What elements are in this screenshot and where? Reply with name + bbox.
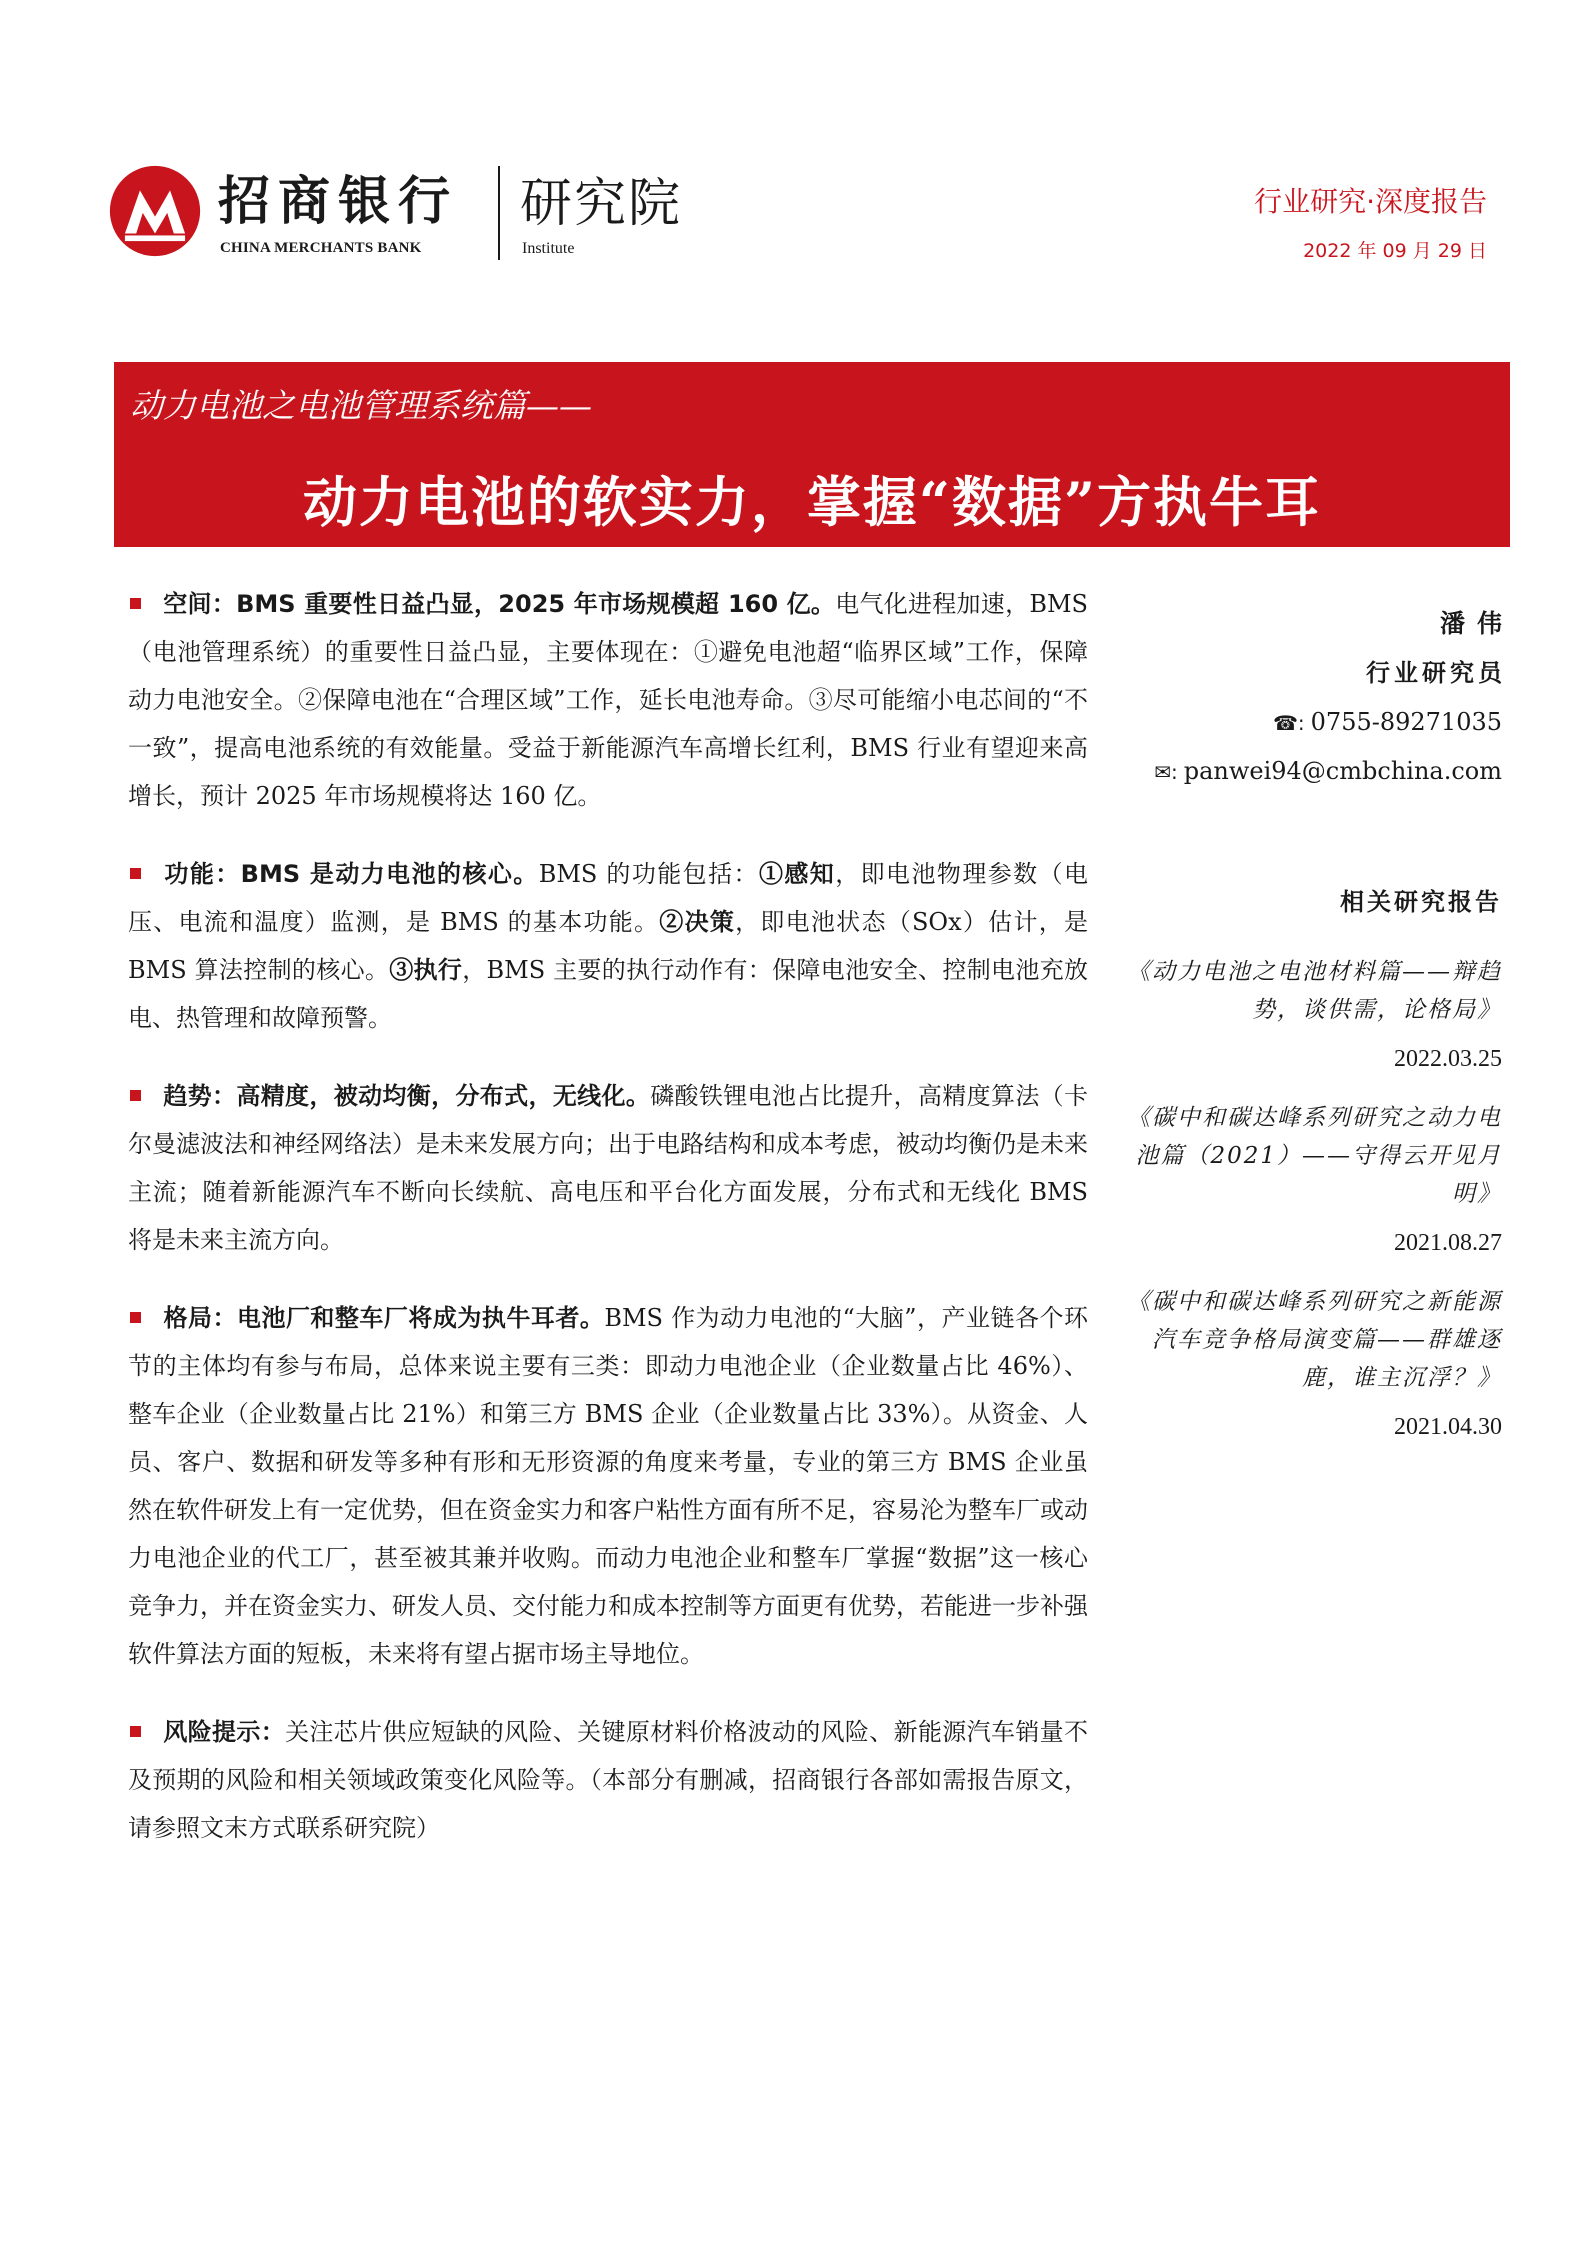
bullet-square-icon (130, 1090, 141, 1101)
section-body: 磷酸铁锂电池占比提升，高精度算法（卡尔曼滤波法和神经网络法）是未来发展方向；出于电路结构和成本考虑，被动均衡仍是未来主流；随着新能源汽车不断向长续航、高电压和平台化方面发展，分布式和无线化 BMS 将是未来主流方向。 (128, 1082, 1089, 1254)
analyst-name: 潘伟 (1439, 609, 1514, 638)
cmb-logo-icon (108, 164, 202, 258)
bullet-square-icon (130, 1726, 141, 1737)
analyst-phone (1110, 698, 1502, 747)
related-report-item (1110, 953, 1502, 1079)
section-lead: 功能：BMS 是动力电池的核心。 (163, 860, 539, 888)
section-body-emphasis: ③执行 (389, 955, 463, 984)
section-body-emphasis: ①感知 (758, 859, 836, 888)
institute-chinese-name: 研究院 (520, 174, 683, 234)
summary-section-function (128, 850, 1088, 1042)
related-report-title: 《动力电池之电池材料篇——辩趋势，谈供需，论格局》 (1127, 959, 1502, 1023)
related-reports-heading: 相关研究报告 (1340, 887, 1502, 916)
section-lead: 空间：BMS 重要性日益凸显，2025 年市场规模超 160 亿。 (163, 590, 836, 618)
section-body-part: ，BMS 主要的执行动作有：保障电池安全、控制电池充放电、热管理和故障预警。 (128, 956, 1089, 1032)
report-type: 行业研究·深度报告 (1254, 185, 1487, 218)
title-banner (114, 362, 1510, 547)
report-date: 2022 年 09 月 29 日 (1303, 240, 1487, 262)
summary-section-risk (128, 1708, 1088, 1852)
bullet-square-icon (130, 868, 141, 879)
institute-english-name: Institute (522, 240, 575, 257)
section-lead: 趋势：高精度，被动均衡，分布式，无线化。 (163, 1082, 651, 1110)
related-report-title: 《碳中和碳达峰系列研究之动力电池篇（2021）——守得云开见月明》 (1127, 1105, 1502, 1207)
email-address[interactable]: panwei94@cmbchina.com (1183, 757, 1502, 785)
section-lead: 风险提示： (163, 1718, 286, 1746)
envelope-icon: ✉: (1154, 760, 1178, 784)
related-report-date: 2022.03.25 (1394, 1046, 1502, 1072)
related-report-title: 《碳中和碳达峰系列研究之新能源汽车竞争格局演变篇——群雄逐鹿，谁主沉浮？》 (1127, 1289, 1502, 1391)
logo-english-name: CHINA MERCHANTS BANK (220, 240, 422, 256)
logo-chinese-name: 招商银行 (218, 172, 459, 232)
logo-divider (498, 166, 500, 260)
section-body-part: ，即电池物理参数（电压、电流和温度）监测，是 BMS 的基本功能。 (128, 860, 1089, 936)
related-report-item (1110, 1099, 1502, 1263)
section-body: BMS 作为动力电池的“大脑”，产业链各个环节的主体均有参与布局，总体来说主要有三类：即动力电池企业（企业数量占比 46%）、整车企业（企业数量占比 21%）和第三方 BMS 企业（企业数量占比 33%）。从资金、人员、客户、数据和研发等多种有形和无形资源的角度来考量，专业的第三方 BMS 企业虽然在软件研发上有一定优势，但在资金实力和客户粘性方面有所不足，容易沦为整车厂或动力电池企业的代工厂，甚至被其兼并收购。而动力电池企业和整车厂掌握“数据”这一核心竞争力，并在资金实力、研发人员、交付能力和成本控制等方面更有优势，若能进一步补强软件算法方面的短板，未来将有望占据市场主导地位。 (128, 1304, 1089, 1668)
summary-column (128, 580, 1088, 1882)
section-lead: 格局：电池厂和整车厂将成为执牛耳者。 (163, 1304, 605, 1332)
sidebar (1110, 600, 1514, 1467)
analyst-email (1110, 747, 1502, 796)
report-subtitle: 动力电池之电池管理系统篇—— (130, 386, 592, 425)
section-body-part: BMS 的功能包括： (538, 860, 759, 888)
report-title: 动力电池的软实力，掌握“数据”方执牛耳 (302, 470, 1322, 534)
related-report-date: 2021.04.30 (1394, 1414, 1502, 1440)
section-body: 电气化进程加速，BMS（电池管理系统）的重要性日益凸显，主要体现在：①避免电池超“临界区域”工作，保障动力电池安全。②保障电池在“合理区域”工作，延长电池寿命。③尽可能缩小电芯间的“不一致”，提高电池系统的有效能量。受益于新能源汽车高增长红利，BMS 行业有望迎来高增长，预计 2025 年市场规模将达 160 亿。 (128, 590, 1088, 810)
summary-section-trend (128, 1072, 1088, 1264)
related-report-item (1110, 1283, 1502, 1447)
section-body: 关注芯片供应短缺的风险、关键原材料价格波动的风险、新能源汽车销量不及预期的风险和相关领域政策变化风险等。（本部分有删减，招商银行各部如需报告原文，请参照文末方式联系研究院） (128, 1718, 1089, 1842)
related-report-date: 2021.08.27 (1394, 1230, 1502, 1256)
bullet-square-icon (130, 598, 141, 609)
bullet-square-icon (130, 1312, 141, 1323)
bank-logo (108, 160, 708, 270)
section-body-part: ，即电池状态（SOx）估计，是 BMS 算法控制的核心。 (128, 908, 1088, 984)
telephone-icon: ☎: (1273, 711, 1305, 735)
analyst-role: 行业研究员 (1366, 658, 1506, 687)
phone-number: 0755-89271035 (1310, 708, 1502, 736)
summary-section-landscape (128, 1294, 1088, 1678)
summary-section-space (128, 580, 1088, 820)
section-body-emphasis: ②决策 (659, 907, 736, 936)
